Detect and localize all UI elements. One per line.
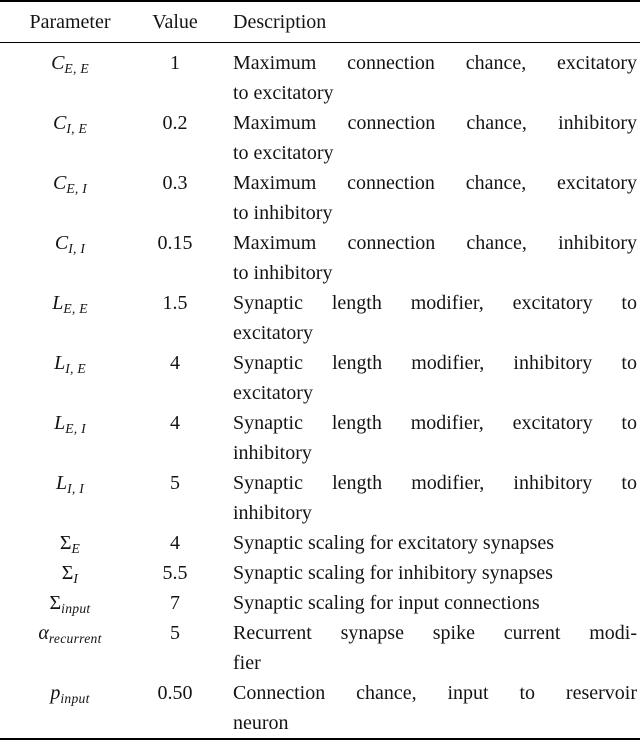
table-row [0,228,640,288]
table-row [0,108,640,168]
value-cell: 7 [170,592,180,614]
description-line: Synaptic scaling for excitatory synapses [233,532,555,554]
param-symbol: C [54,232,69,254]
param-symbol: Σ [59,532,72,554]
description-cell [210,348,640,408]
value-cell: 1.5 [162,292,188,314]
table-row [0,468,640,528]
param-subscript: input [61,600,91,616]
value-cell: 4 [170,532,180,554]
description-cell [210,43,640,109]
description-cell [210,528,640,558]
table-row [0,678,640,739]
description-line: excitatory [233,382,313,404]
value-cell: 5 [170,622,180,644]
value-cell: 0.2 [162,112,188,134]
param-cell [0,528,140,558]
description-line: Recurrent synapse spike current modi- [233,622,637,644]
description-line: Synaptic length modifier, excitatory to [233,292,637,314]
value-cell: 4 [170,412,180,434]
description-cell [210,558,640,588]
description-line: to excitatory [233,142,334,164]
description-line: to inhibitory [233,202,333,224]
param-symbol: L [54,352,66,374]
column-header-value: Value [140,1,210,43]
param-cell [0,468,140,528]
description-line: Maximum connection chance, inhibitory [233,112,637,134]
param-subscript: I, E [65,360,86,376]
value-cell: 4 [170,352,180,374]
description-line: Synaptic length modifier, inhibitory to [233,352,637,374]
param-subscript: E, I [66,180,88,196]
param-subscript: E, I [65,420,86,436]
param-cell [0,108,140,168]
description-line: Connection chance, input to reservoir [233,682,637,704]
description-line: fier [233,652,261,674]
param-cell [0,408,140,468]
table-body [0,43,640,740]
param-symbol: C [52,112,67,134]
table-row [0,408,640,468]
description-line: Maximum connection chance, inhibitory [233,232,637,254]
description-cell [210,678,640,739]
description-cell [210,468,640,528]
description-line: excitatory [233,322,313,344]
param-symbol: Σ [61,562,74,584]
description-cell [210,588,640,618]
value-cell: 5.5 [162,562,188,584]
description-line: inhibitory [233,442,312,464]
param-symbol: p [50,682,61,704]
value-cell: 5 [170,472,180,494]
param-subscript: E, E [64,60,89,76]
param-symbol: L [54,412,66,434]
param-symbol: L [52,292,64,314]
value-cell: 0.15 [157,232,193,254]
param-cell [0,228,140,288]
param-cell [0,558,140,588]
param-subscript: I, E [66,120,88,136]
value-cell: 1 [170,52,180,74]
param-symbol: C [52,172,67,194]
param-subscript: E [71,540,81,556]
param-symbol: L [55,472,68,494]
description-cell [210,168,640,228]
param-symbol: C [51,52,65,74]
param-subscript: E, E [63,300,88,316]
value-cell: 0.3 [162,172,188,194]
description-line: neuron [233,712,289,734]
table-row [0,558,640,588]
param-cell [0,618,140,678]
param-subscript: input [60,690,90,706]
description-line: Maximum connection chance, excitatory [233,172,637,194]
param-cell [0,348,140,408]
description-line: Maximum connection chance, excitatory [233,52,637,74]
param-symbol: α [38,622,49,644]
description-cell [210,228,640,288]
param-symbol: Σ [49,592,62,614]
table-row [0,288,640,348]
description-line: inhibitory [233,502,312,524]
param-cell [0,168,140,228]
description-cell [210,618,640,678]
column-header-description: Description [210,1,640,43]
table-row [0,618,640,678]
description-line: to inhibitory [233,262,333,284]
param-cell [0,588,140,618]
description-cell [210,108,640,168]
param-cell [0,678,140,739]
param-subscript: I, I [68,240,86,256]
header-row [0,1,640,43]
param-subscript: I [73,570,79,586]
description-line: to excitatory [233,82,334,104]
description-cell [210,288,640,348]
column-header-parameter: Parameter [0,1,140,43]
table-row [0,588,640,618]
description-line: Synaptic scaling for input connections [233,592,540,614]
table-header [0,1,640,43]
table-row [0,348,640,408]
value-cell: 0.50 [157,682,193,704]
description-line: Synaptic scaling for inhibitory synapses [233,562,553,584]
description-cell [210,408,640,468]
param-subscript: I, I [67,480,85,496]
table-row [0,528,640,558]
param-cell [0,43,140,109]
description-line: Synaptic length modifier, inhibitory to [233,472,637,494]
description-line: Synaptic length modifier, excitatory to [233,412,637,434]
param-subscript: recurrent [48,630,102,646]
table-row [0,43,640,109]
param-cell [0,288,140,348]
table-row [0,168,640,228]
